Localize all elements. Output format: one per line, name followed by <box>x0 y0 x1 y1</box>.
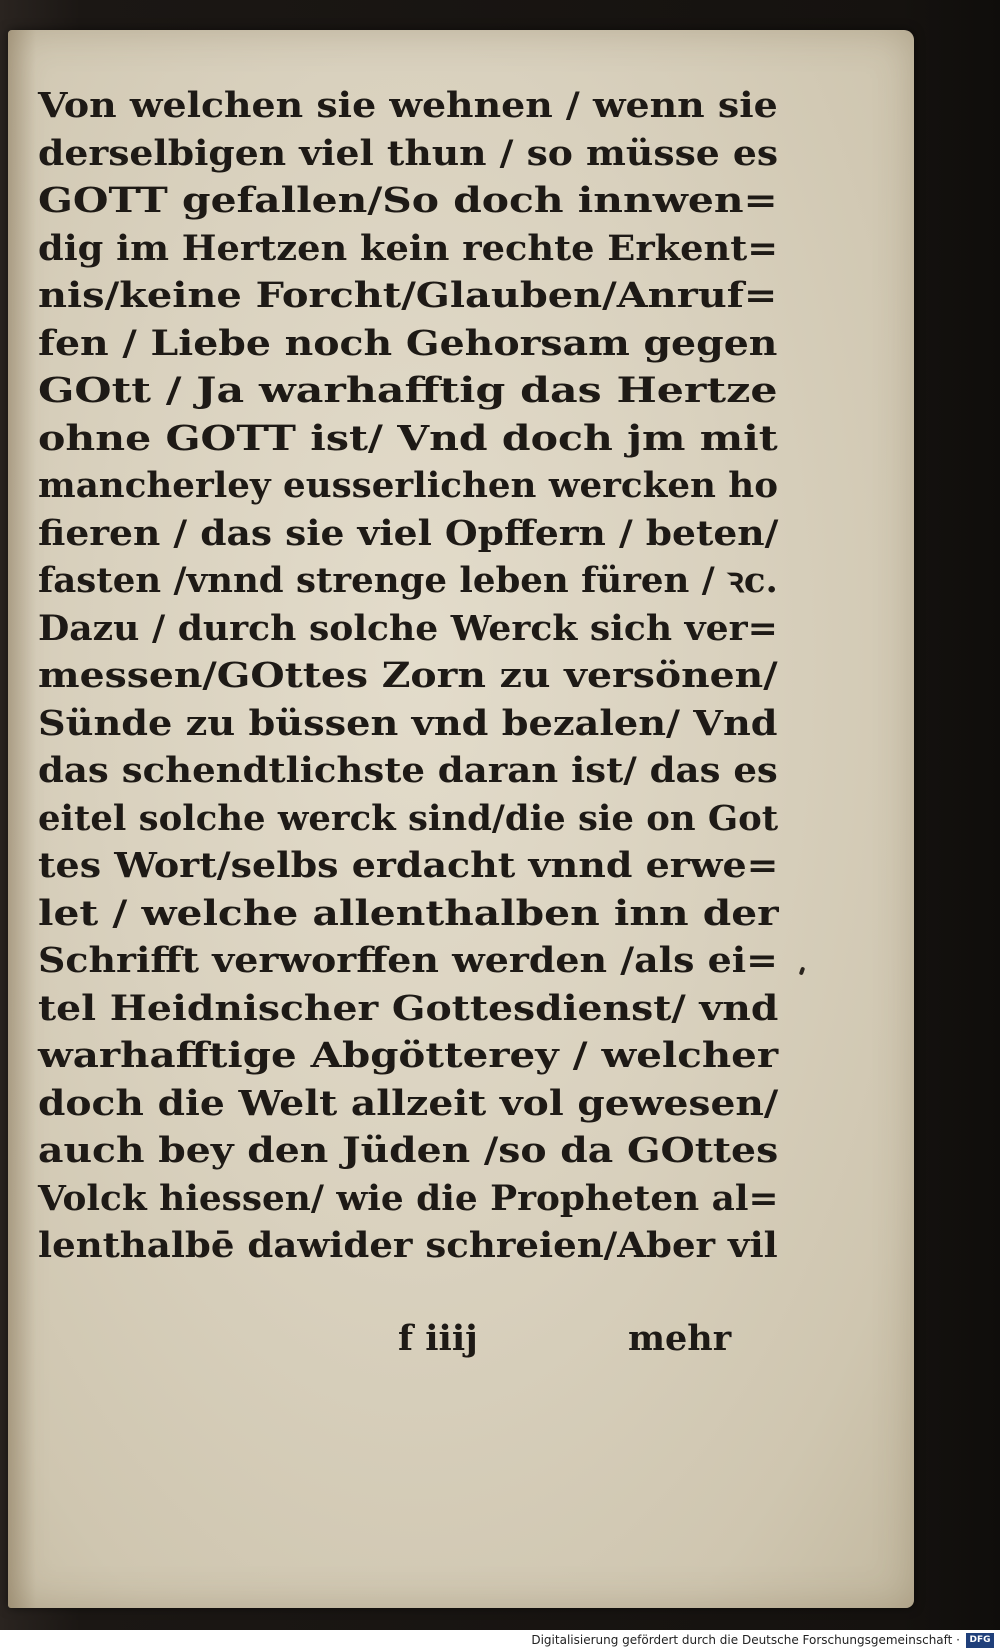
text-line: eitel solche werck sind/die sie on Got <box>38 797 779 839</box>
text-line: fasten /vnnd strenge leben füren / ꝛc. <box>38 560 778 601</box>
page-gutter-shadow <box>8 30 36 1608</box>
text-line: das schendtlichste daran ist/ das es <box>38 750 778 791</box>
text-line: GOTT gefallen/So doch innwen= <box>38 180 778 221</box>
text-line: doch die Welt allzeit vol gewesen/ <box>38 1082 779 1124</box>
page-footer-line <box>38 1314 778 1364</box>
text-line: messen/GOttes Zorn zu versönen/ <box>38 655 778 696</box>
catchword: mehr <box>628 1318 732 1359</box>
text-line: tes Wort/selbs erdacht vnnd erwe= <box>38 845 779 886</box>
text-line: auch bey den Jüden /so da GOttes <box>38 1130 779 1171</box>
text-line: nis/keine Forcht/Glauben/Anruf= <box>38 275 778 316</box>
text-line: lenthalbē dawider schreien/Aber vil <box>38 1225 778 1266</box>
text-line: Von welchen sie wehnen / wenn sie <box>38 85 778 126</box>
funding-credit: Digitalisierung gefördert durch die Deutsche Forschungsgemeinschaft · <box>531 1633 960 1647</box>
text-line: warhafftige Abgötterey / welcher <box>38 1035 779 1076</box>
text-line: dig im Hertzen kein rechte Erkent= <box>38 227 779 269</box>
text-line: Volck hiessen/ wie die Propheten al= <box>38 1177 779 1219</box>
text-line: mancherley eusserlichen wercken ho <box>38 465 778 506</box>
text-line: GOtt / Ja warhafftig das Hertze <box>38 370 778 411</box>
signature-mark: f iiij <box>398 1318 478 1359</box>
page-text-block <box>38 82 778 1270</box>
text-line: let / welche allenthalben inn der <box>38 892 779 934</box>
text-line: tel Heidnischer Gottesdienst/ vnd <box>38 987 779 1029</box>
text-line: derselbigen viel thun / so müsse es <box>38 132 779 174</box>
text-line: Schrifft verworffen werden /als ei= <box>38 940 778 981</box>
text-line: fen / Liebe noch Gehorsam gegen <box>38 322 778 364</box>
digitization-footer <box>0 1630 1000 1652</box>
dfg-logo[interactable]: DFG <box>966 1633 994 1648</box>
text-line: Dazu / durch solche Werck sich ver= <box>38 607 778 649</box>
text-line: fieren / das sie viel Opffern / beten/ <box>38 512 779 554</box>
text-line: Sünde zu büssen vnd bezalen/ Vnd <box>38 702 778 744</box>
text-line: ohne GOTT ist/ Vnd doch jm mit <box>38 417 778 459</box>
